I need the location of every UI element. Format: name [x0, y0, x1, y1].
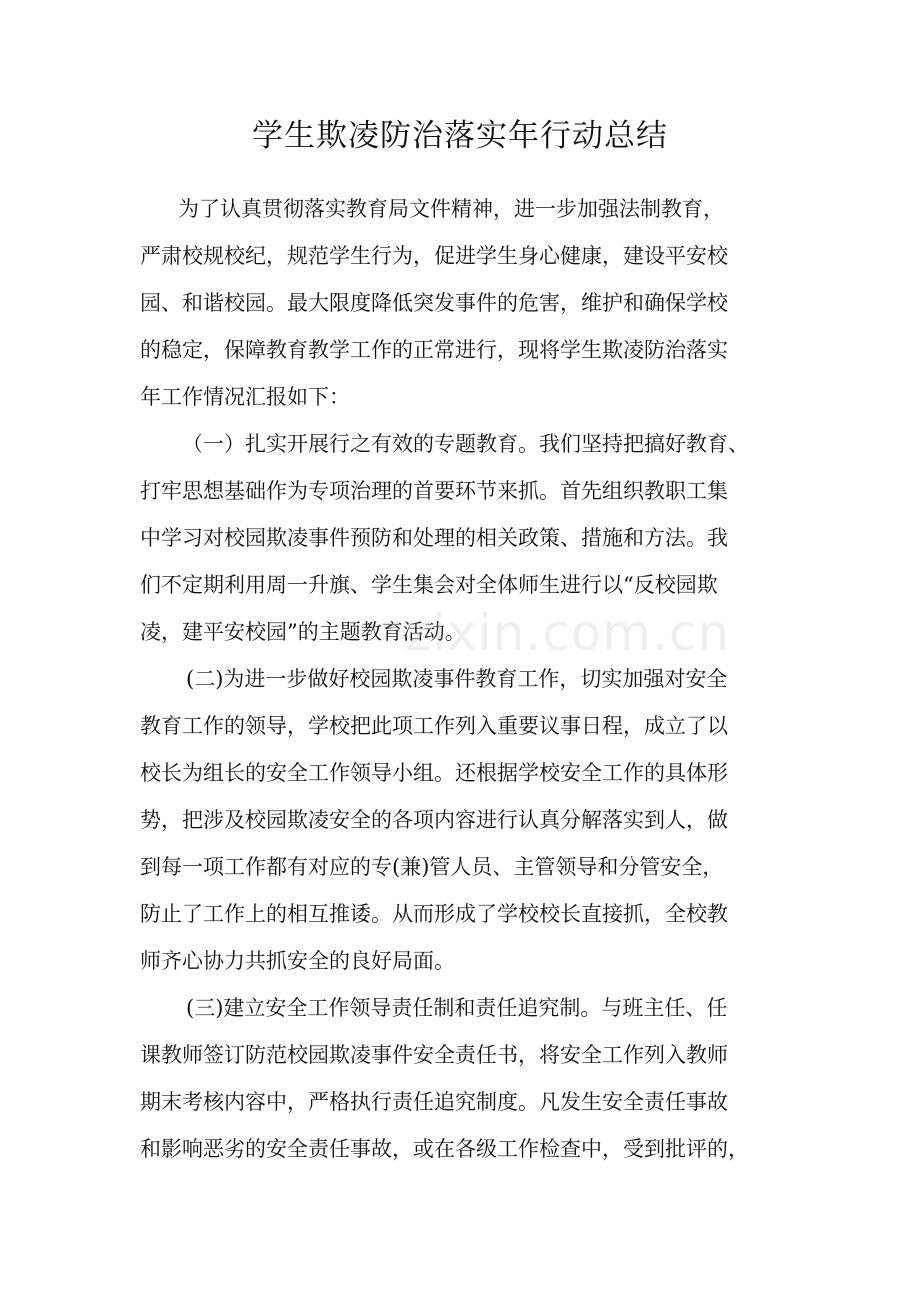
- paragraph-2-line-2: 打牢思想基础作为专项治理的首要环节来抓。首先组织教职工集: [140, 479, 728, 503]
- paragraph-4-line-1: (三)建立安全工作领导责任制和责任追究制。与班主任、任: [186, 996, 728, 1020]
- paragraph-4-line-3: 期末考核内容中，严格执行责任追究制度。凡发生安全责任事故: [140, 1090, 728, 1114]
- paragraph-1-line-2: 严肃校规校纪，规范学生行为，促进学生身心健康，建设平安校: [140, 244, 728, 268]
- document-body: [140, 186, 800, 1173]
- paragraph-4-line-2: 课教师签订防范校园欺凌事件安全责任书，将安全工作列入教师: [140, 1043, 728, 1067]
- paragraph-3-line-4: 势，把涉及校园欺凌安全的各项内容进行认真分解落实到人，做: [140, 808, 728, 832]
- paragraph-4-line-4: 和影响恶劣的安全责任事故，或在各级工作检查中，受到批评的，: [140, 1137, 749, 1161]
- paragraph-2-line-1: （一）扎实开展行之有效的专题教育。我们坚持把搞好教育、: [182, 432, 749, 456]
- paragraph-1-line-3: 园、和谐校园。最大限度降低突发事件的危害，维护和确保学校: [140, 291, 728, 315]
- paragraph-3-line-6: 防止了工作上的相互推诿。从而形成了学校校长直接抓，全校教: [140, 902, 728, 926]
- paragraph-3-line-2: 教育工作的领导，学校把此项工作列入重要议事日程，成立了以: [140, 714, 728, 738]
- paragraph-1-line-1: 为了认真贯彻落实教育局文件精神，进一步加强法制教育，: [178, 197, 724, 221]
- paragraph-3-line-3: 校长为组长的安全工作领导小组。还根据学校安全工作的具体形: [140, 761, 728, 785]
- paragraph-1-line-4: 的稳定，保障教育教学工作的正常进行，现将学生欺凌防治落实: [140, 338, 728, 362]
- paragraph-2-line-3: 中学习对校园欺凌事件预防和处理的相关政策、措施和方法。我: [140, 526, 728, 550]
- paragraph-3-line-7: 师齐心协力共抓安全的良好局面。: [140, 949, 455, 973]
- document-title: 学生欺凌防治落实年行动总结: [252, 118, 668, 154]
- paragraph-2-line-4: 们不定期利用周一升旗、学生集会对全体师生进行以“反校园欺: [140, 573, 718, 597]
- paragraph-3-line-5: 到每一项工作都有对应的专(兼)管人员、主管领导和分管安全，: [140, 855, 724, 879]
- paragraph-3-line-1: (二)为进一步做好校园欺凌事件教育工作，切实加强对安全: [186, 667, 728, 691]
- watermark-text: zixin.com.cn: [405, 604, 731, 662]
- paragraph-1-line-5: 年工作情况汇报如下：: [140, 385, 350, 409]
- paragraph-2-line-5: 凌，建平安校园”的主题教育活动。: [140, 620, 466, 644]
